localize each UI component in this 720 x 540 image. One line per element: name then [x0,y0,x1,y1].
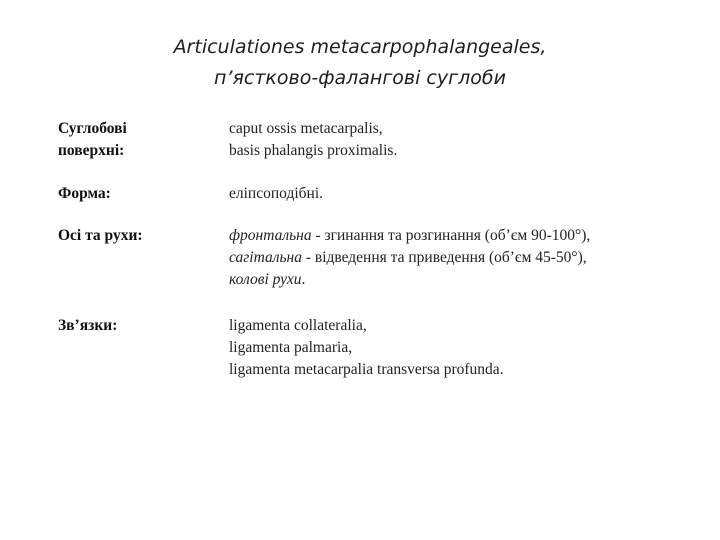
value-line: caput ossis metacarpalis, [229,120,383,137]
label-axes-movements: Осі та рухи: [58,227,143,244]
label-surfaces-line1: Суглобові [58,120,127,137]
axis-desc-sagittal: - відведення та приведення (об’єм 45-50°), [301,249,587,266]
label-surfaces [58,118,218,162]
label-shape: Форма: [58,185,111,202]
value-line: ligamenta palmaria, [229,339,353,356]
value-line [229,247,699,269]
value-line: ligamenta collateralia, [229,317,367,334]
value-line [229,225,699,247]
axis-term-sagittal: сагітальна [229,249,302,266]
title-latin: Articulationes metacarpophalangeales, [173,36,547,58]
axis-term-frontal: фронтальна [229,227,312,244]
value-line: ligamenta metacarpalia transversa profunda. [229,361,504,378]
value-line [229,269,699,291]
value-ligaments [229,315,699,381]
value-line: basis phalangis proximalis. [229,142,398,159]
circular-movements: колові рухи [229,271,302,288]
value-axes-movements [229,225,699,291]
value-line: еліпсоподібні. [229,185,323,202]
slide-title [0,32,720,94]
title-ukrainian: п’ястково-фалангові суглоби [214,67,506,89]
value-surfaces [229,118,699,162]
axis-desc-frontal: - згинання та розгинання (об’єм 90-100°), [311,227,591,244]
value-shape [229,183,699,205]
label-surfaces-line2: поверхні: [58,142,125,159]
label-ligaments: Зв’язки: [58,317,118,334]
circular-movements-end: . [301,271,306,288]
